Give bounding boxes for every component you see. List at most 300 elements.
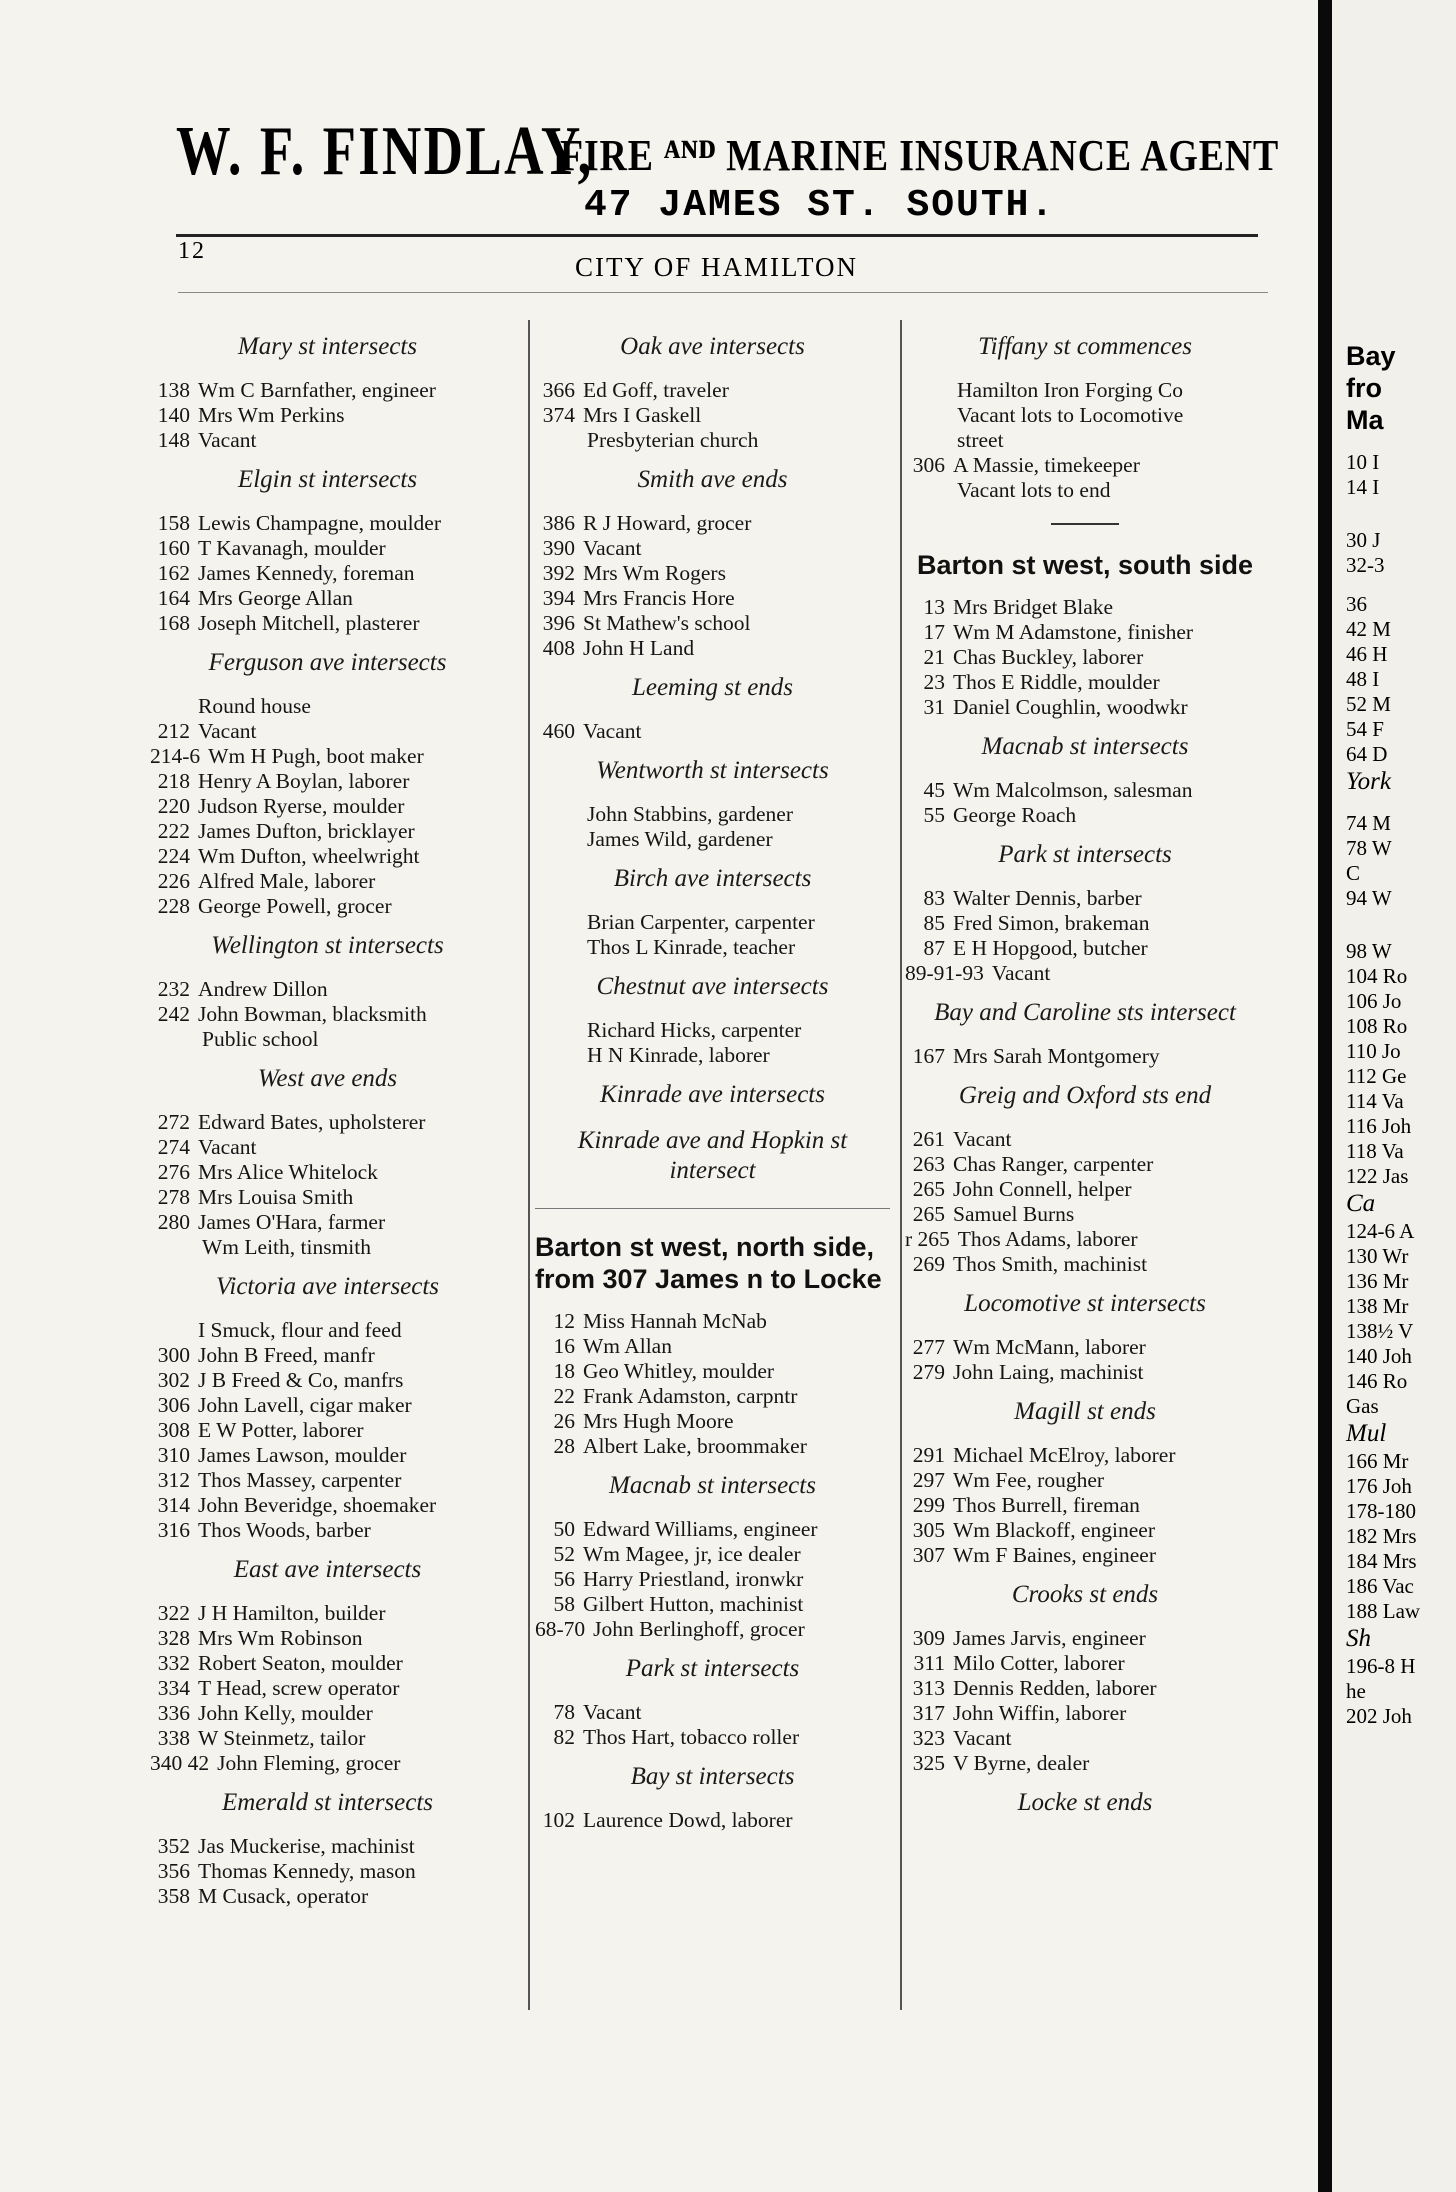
street-heading: West ave ends xyxy=(257,1065,398,1092)
facing-page-text: he xyxy=(1346,1679,1366,1703)
directory-entry xyxy=(905,1252,1265,1277)
house-number: 314 xyxy=(157,1493,190,1517)
directory-entry xyxy=(150,1493,505,1518)
facing-page-text: Gas xyxy=(1346,1394,1379,1418)
facing-page-text: 178-180 xyxy=(1346,1499,1416,1523)
resident-name: Vacant xyxy=(198,428,257,452)
resident-name: Harry Priestland, ironwkr xyxy=(583,1567,804,1591)
facing-page-text: 36 xyxy=(1346,592,1367,616)
house-number: 16 xyxy=(553,1334,575,1358)
resident-name: John Fleming, grocer xyxy=(217,1751,401,1775)
resident-name: St Mathew's school xyxy=(583,611,751,635)
house-number: 21 xyxy=(923,645,945,669)
house-number: 78 xyxy=(553,1700,575,1724)
directory-entry xyxy=(150,511,505,536)
facing-page-text: 46 H xyxy=(1346,642,1388,666)
house-number: 148 xyxy=(157,428,190,452)
resident-name: Thos Smith, machinist xyxy=(953,1252,1148,1276)
facing-page-text: 140 Joh xyxy=(1346,1344,1412,1368)
house-number: 308 xyxy=(157,1418,190,1442)
directory-entry xyxy=(150,1468,505,1493)
resident-name: George Roach xyxy=(953,803,1077,827)
resident-name: John H Land xyxy=(583,636,695,660)
house-number: 366 xyxy=(542,378,575,402)
directory-entry xyxy=(905,1676,1265,1701)
street-heading: Elgin st intersects xyxy=(237,466,418,493)
section-rule xyxy=(1051,523,1119,525)
facing-page-text: 98 W xyxy=(1346,939,1392,963)
directory-entry xyxy=(150,1160,505,1185)
house-number: 265 xyxy=(912,1177,945,1201)
directory-entry xyxy=(150,428,505,453)
directory-entry xyxy=(150,1651,505,1676)
facing-page-text: 184 Mrs xyxy=(1346,1549,1417,1573)
house-number: 312 xyxy=(157,1468,190,1492)
resident-name: T Kavanagh, moulder xyxy=(198,536,386,560)
house-number: 162 xyxy=(157,561,190,585)
facing-page-text: 10 I xyxy=(1346,450,1380,474)
house-number: 300 xyxy=(157,1343,190,1367)
street-heading: Wellington st intersects xyxy=(211,932,444,959)
resident-name: Mrs Francis Hore xyxy=(583,586,735,610)
resident-name: Thos E Riddle, moulder xyxy=(953,670,1160,694)
directory-entry xyxy=(535,1592,890,1617)
facing-page-text: 14 I xyxy=(1346,475,1380,499)
facing-page-text: 74 M xyxy=(1346,811,1391,835)
section-rule xyxy=(535,1208,890,1209)
resident-name: Henry A Boylan, laborer xyxy=(198,769,410,793)
directory-entry xyxy=(150,1002,505,1027)
house-number: 167 xyxy=(912,1044,945,1068)
house-number: 22 xyxy=(553,1384,575,1408)
house-number: 31 xyxy=(923,695,945,719)
house-number: 26 xyxy=(553,1409,575,1433)
house-number: 356 xyxy=(157,1859,190,1883)
directory-entry xyxy=(535,1359,890,1384)
resident-name: Wm Dufton, wheelwright xyxy=(198,844,420,868)
resident-name: R J Howard, grocer xyxy=(583,511,752,535)
directory-entry xyxy=(905,453,1265,478)
directory-entry xyxy=(905,1626,1265,1651)
facing-page-text: 52 M xyxy=(1346,692,1391,716)
house-number: 45 xyxy=(923,778,945,802)
house-number: 408 xyxy=(542,636,575,660)
section-heading: Barton st west, north side, from 307 James n to Locke xyxy=(535,1232,882,1294)
resident-name: Ed Goff, traveler xyxy=(583,378,729,402)
resident-name: John Bowman, blacksmith xyxy=(198,1002,427,1026)
resident-name: A Massie, timekeeper xyxy=(953,453,1140,477)
house-number: 316 xyxy=(157,1518,190,1542)
house-number: 277 xyxy=(912,1335,945,1359)
facing-page-text: 118 Va xyxy=(1346,1139,1404,1163)
facing-page-text: 32-3 xyxy=(1346,553,1385,577)
resident-name: Mrs George Allan xyxy=(198,586,353,610)
street-heading: Emerald st intersects xyxy=(221,1789,434,1816)
facing-page-text: Ma xyxy=(1346,405,1384,435)
directory-entry xyxy=(535,1409,890,1434)
house-number: 87 xyxy=(923,936,945,960)
directory-entry xyxy=(905,670,1265,695)
directory-column-1 xyxy=(150,320,505,1909)
street-heading: Park st intersects xyxy=(998,841,1172,868)
facing-page-fragment xyxy=(1318,0,1456,2192)
house-number: 138 xyxy=(157,378,190,402)
directory-entry xyxy=(905,1701,1265,1726)
facing-page-text: 30 J xyxy=(1346,528,1381,552)
resident-name: Vacant xyxy=(953,1127,1012,1151)
directory-entry xyxy=(905,936,1265,961)
resident-name: James O'Hara, farmer xyxy=(198,1210,386,1234)
directory-entry xyxy=(905,695,1265,720)
house-number: 332 xyxy=(157,1651,190,1675)
directory-entry xyxy=(535,1384,890,1409)
house-number: 89-91-93 xyxy=(905,961,984,985)
resident-name: Chas Buckley, laborer xyxy=(953,645,1144,669)
facing-page-text: 106 Jo xyxy=(1346,989,1402,1013)
directory-entry xyxy=(535,403,890,428)
directory-entry xyxy=(535,1434,890,1459)
directory-entry xyxy=(150,1701,505,1726)
directory-entry xyxy=(150,1368,505,1393)
house-number: 28 xyxy=(553,1434,575,1458)
resident-name: Edward Bates, upholsterer xyxy=(198,1110,426,1134)
resident-name: Thos Hart, tobacco roller xyxy=(583,1725,800,1749)
directory-entry: H N Kinrade, laborer xyxy=(587,1043,770,1067)
directory-entry xyxy=(150,403,505,428)
resident-name: Mrs Alice Whitelock xyxy=(198,1160,378,1184)
resident-name: Vacant xyxy=(198,1135,257,1159)
facing-page-text: Bay xyxy=(1346,341,1396,371)
advertiser-name: W. F. FINDLAY, xyxy=(176,113,594,190)
spacer xyxy=(1346,911,1456,925)
directory-entry xyxy=(905,1177,1265,1202)
house-number: 306 xyxy=(912,453,945,477)
house-number: 226 xyxy=(157,869,190,893)
directory-entry xyxy=(535,1700,890,1725)
resident-name: E W Potter, laborer xyxy=(198,1418,364,1442)
facing-page-text: 112 Ge xyxy=(1346,1064,1407,1088)
resident-name: Thos Adams, laborer xyxy=(957,1227,1138,1251)
directory-entry xyxy=(150,977,505,1002)
directory-entry: Hamilton Iron Forging Co xyxy=(957,378,1183,402)
directory-entry xyxy=(150,894,505,919)
facing-page-text: 186 Vac xyxy=(1346,1574,1414,1598)
facing-page-text: 48 I xyxy=(1346,667,1380,691)
directory-entry xyxy=(905,1518,1265,1543)
facing-page-text: 166 Mr xyxy=(1346,1449,1409,1473)
resident-name: Vacant xyxy=(198,719,257,743)
facing-page-text: Ca xyxy=(1346,1190,1376,1217)
house-number: 83 xyxy=(923,886,945,910)
resident-name: T Head, screw operator xyxy=(198,1676,400,1700)
resident-name: Robert Seaton, moulder xyxy=(198,1651,403,1675)
directory-entry xyxy=(905,1152,1265,1177)
directory-entry xyxy=(150,1418,505,1443)
street-heading: Greig and Oxford sts end xyxy=(958,1082,1212,1109)
street-heading: Wentworth st intersects xyxy=(596,757,829,784)
directory-entry xyxy=(535,1725,890,1750)
directory-entry xyxy=(535,1517,890,1542)
house-number: 50 xyxy=(553,1517,575,1541)
house-number: 279 xyxy=(912,1360,945,1384)
resident-name: M Cusack, operator xyxy=(198,1884,369,1908)
directory-entry xyxy=(535,719,890,744)
resident-name: Thos Burrell, fireman xyxy=(953,1493,1140,1517)
resident-name: Michael McElroy, laborer xyxy=(953,1443,1176,1467)
house-number: 396 xyxy=(542,611,575,635)
directory-column-2 xyxy=(535,320,890,1833)
house-number: 168 xyxy=(157,611,190,635)
directory-entry xyxy=(150,769,505,794)
directory-entry: Brian Carpenter, carpenter xyxy=(587,910,815,934)
directory-entry xyxy=(905,645,1265,670)
house-number: 68-70 xyxy=(535,1617,586,1641)
directory-entry xyxy=(150,611,505,636)
resident-name: John Wiffin, laborer xyxy=(953,1701,1127,1725)
directory-entry xyxy=(905,886,1265,911)
house-number: 334 xyxy=(157,1676,190,1700)
directory-entry xyxy=(150,1518,505,1543)
resident-name: I Smuck, flour and feed xyxy=(198,1318,402,1342)
directory-entry: Presbyterian church xyxy=(587,428,759,452)
resident-name: Andrew Dillon xyxy=(198,977,328,1001)
directory-entry xyxy=(905,778,1265,803)
street-heading: Smith ave ends xyxy=(637,466,788,493)
facing-page-text: 202 Joh xyxy=(1346,1704,1412,1728)
resident-name: Alfred Male, laborer xyxy=(198,869,376,893)
section-heading: Barton st west, south side xyxy=(916,550,1254,580)
directory-entry xyxy=(150,1393,505,1418)
directory-entry xyxy=(150,1135,505,1160)
house-number: 214-6 xyxy=(150,744,201,768)
resident-name: John Laing, machinist xyxy=(953,1360,1144,1384)
directory-entry xyxy=(905,1044,1265,1069)
house-number: 338 xyxy=(157,1726,190,1750)
facing-page-text: 136 Mr xyxy=(1346,1269,1409,1293)
house-number: 352 xyxy=(157,1834,190,1858)
resident-name: Geo Whitley, moulder xyxy=(583,1359,775,1383)
directory-entry xyxy=(150,1726,505,1751)
resident-name: Mrs Wm Robinson xyxy=(198,1626,363,1650)
directory-entry xyxy=(150,1834,505,1859)
house-number: 302 xyxy=(157,1368,190,1392)
directory-entry xyxy=(905,1202,1265,1227)
directory-entry: Public school xyxy=(202,1027,319,1051)
facing-page-column xyxy=(1346,340,1456,1729)
directory-entry xyxy=(905,1335,1265,1360)
spacer xyxy=(1346,436,1456,450)
resident-name: Miss Hannah McNab xyxy=(583,1309,767,1333)
facing-page-text: 78 W xyxy=(1346,836,1392,860)
house-number: 222 xyxy=(157,819,190,843)
facing-page-text: 116 Joh xyxy=(1346,1114,1412,1138)
resident-name: John Connell, helper xyxy=(953,1177,1132,1201)
directory-entry xyxy=(150,1601,505,1626)
resident-name: Vacant xyxy=(991,961,1051,985)
resident-name: John B Freed, manfr xyxy=(198,1343,375,1367)
directory-entry xyxy=(150,536,505,561)
directory-entry xyxy=(905,1227,1265,1252)
house-number: 299 xyxy=(912,1493,945,1517)
column-divider xyxy=(900,320,902,2010)
house-number: 392 xyxy=(542,561,575,585)
resident-name: Thomas Kennedy, mason xyxy=(198,1859,416,1883)
directory-entry xyxy=(150,1343,505,1368)
house-number: 265 xyxy=(912,1202,945,1226)
resident-name: Thos Woods, barber xyxy=(198,1518,371,1542)
directory-column-3 xyxy=(905,320,1265,1834)
resident-name: Wm Malcolmson, salesman xyxy=(953,778,1193,802)
house-number: 313 xyxy=(912,1676,945,1700)
house-number: 317 xyxy=(912,1701,945,1725)
directory-entry xyxy=(535,536,890,561)
resident-name: Wm Blackoff, engineer xyxy=(953,1518,1155,1542)
resident-name: Wm McMann, laborer xyxy=(953,1335,1146,1359)
house-number: 322 xyxy=(157,1601,190,1625)
resident-name: V Byrne, dealer xyxy=(953,1751,1090,1775)
directory-entry xyxy=(905,803,1265,828)
facing-page-text: 188 Law xyxy=(1346,1599,1421,1623)
facing-page-text: 124-6 A xyxy=(1346,1219,1415,1243)
directory-entry xyxy=(905,1360,1265,1385)
directory-entry xyxy=(905,1751,1265,1776)
resident-name: Joseph Mitchell, plasterer xyxy=(198,611,420,635)
house-number: 228 xyxy=(157,894,190,918)
resident-name: Vacant xyxy=(953,1726,1012,1750)
house-number: 306 xyxy=(157,1393,190,1417)
resident-name: Daniel Coughlin, woodwkr xyxy=(953,695,1188,719)
house-number: 160 xyxy=(157,536,190,560)
directory-entry xyxy=(905,1468,1265,1493)
house-number: 276 xyxy=(157,1160,190,1184)
street-heading: Ferguson ave intersects xyxy=(208,649,447,676)
page-number: 12 xyxy=(178,238,206,264)
house-number: 55 xyxy=(923,803,945,827)
facing-page-text: 94 W xyxy=(1346,886,1392,910)
spacer xyxy=(1346,797,1456,811)
house-number: 340 42 xyxy=(150,1751,210,1775)
resident-name: James Jarvis, engineer xyxy=(953,1626,1146,1650)
facing-page-text: 146 Ro xyxy=(1346,1369,1408,1393)
house-number: 328 xyxy=(157,1626,190,1650)
resident-name: Vacant xyxy=(583,1700,642,1724)
house-number: 140 xyxy=(157,403,190,427)
street-heading: Crooks st ends xyxy=(1011,1581,1159,1608)
house-number: 261 xyxy=(912,1127,945,1151)
facing-page-text: 196-8 H xyxy=(1346,1654,1416,1678)
house-number: 323 xyxy=(912,1726,945,1750)
resident-name: Fred Simon, brakeman xyxy=(953,911,1150,935)
resident-name: Vacant xyxy=(583,536,642,560)
directory-entry xyxy=(905,1443,1265,1468)
resident-name: George Powell, grocer xyxy=(198,894,392,918)
directory-entry xyxy=(150,794,505,819)
facing-page-text: Mul xyxy=(1346,1420,1387,1447)
resident-name: Mrs Wm Perkins xyxy=(198,403,345,427)
header-rule xyxy=(178,292,1268,293)
house-number: 272 xyxy=(157,1110,190,1134)
facing-page-text: 182 Mrs xyxy=(1346,1524,1417,1548)
directory-entry xyxy=(535,611,890,636)
house-number: 358 xyxy=(157,1884,190,1908)
resident-name: W Steinmetz, tailor xyxy=(198,1726,366,1750)
resident-name: Mrs I Gaskell xyxy=(583,403,702,427)
resident-name: Lewis Champagne, moulder xyxy=(198,511,442,535)
resident-name: Milo Cotter, laborer xyxy=(953,1651,1125,1675)
house-number: 460 xyxy=(542,719,575,743)
house-number: 18 xyxy=(553,1359,575,1383)
directory-entry xyxy=(535,511,890,536)
facing-page-text: York xyxy=(1346,768,1391,795)
house-number: r 265 xyxy=(905,1227,950,1251)
house-number: 297 xyxy=(912,1468,945,1492)
facing-page-text: 108 Ro xyxy=(1346,1014,1408,1038)
facing-page-text: 176 Joh xyxy=(1346,1474,1412,1498)
house-number: 309 xyxy=(912,1626,945,1650)
running-head: CITY OF HAMILTON xyxy=(575,252,859,282)
facing-page-text: 54 F xyxy=(1346,717,1384,741)
resident-name: Mrs Sarah Montgomery xyxy=(953,1044,1160,1068)
resident-name: Gilbert Hutton, machinist xyxy=(583,1592,804,1616)
resident-name: Wm M Adamstone, finisher xyxy=(953,620,1194,644)
spacer xyxy=(1346,500,1456,514)
house-number: 274 xyxy=(157,1135,190,1159)
directory-entry xyxy=(535,1567,890,1592)
house-number: 12 xyxy=(553,1309,575,1333)
street-heading: Macnab st intersects xyxy=(609,1472,816,1499)
house-number: 164 xyxy=(157,586,190,610)
directory-entry xyxy=(535,1808,890,1833)
facing-page-text: 130 Wr xyxy=(1346,1244,1409,1268)
resident-name: Wm F Baines, engineer xyxy=(953,1543,1157,1567)
directory-entry: Vacant lots to Locomotive xyxy=(957,403,1184,427)
directory-entry xyxy=(905,595,1265,620)
resident-name: Round house xyxy=(198,694,311,718)
house-number: 336 xyxy=(157,1701,190,1725)
directory-entry xyxy=(150,1318,505,1343)
resident-name: John Kelly, moulder xyxy=(198,1701,373,1725)
house-number: 311 xyxy=(913,1651,945,1675)
directory-entry: Richard Hicks, carpenter xyxy=(587,1018,802,1042)
house-number: 394 xyxy=(542,586,575,610)
street-heading: Tiffany st commences xyxy=(978,333,1192,360)
directory-entry xyxy=(150,869,505,894)
directory-entry xyxy=(905,1726,1265,1751)
street-heading: Oak ave intersects xyxy=(620,333,805,360)
street-heading: Leeming st ends xyxy=(631,674,794,701)
directory-entry xyxy=(535,561,890,586)
resident-name: Frank Adamston, carpntr xyxy=(583,1384,798,1408)
resident-name: Wm Magee, jr, ice dealer xyxy=(583,1542,801,1566)
directory-entry xyxy=(905,1543,1265,1568)
resident-name: J H Hamilton, builder xyxy=(198,1601,386,1625)
house-number: 280 xyxy=(157,1210,190,1234)
advertisement-rule xyxy=(176,234,1258,237)
resident-name: E H Hopgood, butcher xyxy=(953,936,1148,960)
resident-name: James Kennedy, foreman xyxy=(198,561,415,585)
resident-name: Samuel Burns xyxy=(953,1202,1075,1226)
directory-entry xyxy=(150,378,505,403)
house-number: 269 xyxy=(912,1252,945,1276)
house-number: 13 xyxy=(923,595,945,619)
directory-entry xyxy=(535,1334,890,1359)
facing-page-text: 110 Jo xyxy=(1346,1039,1401,1063)
directory-entry: street xyxy=(957,428,1004,452)
directory-entry xyxy=(150,844,505,869)
house-number: 263 xyxy=(912,1152,945,1176)
house-number: 325 xyxy=(912,1751,945,1775)
resident-name: Mrs Wm Rogers xyxy=(583,561,726,585)
